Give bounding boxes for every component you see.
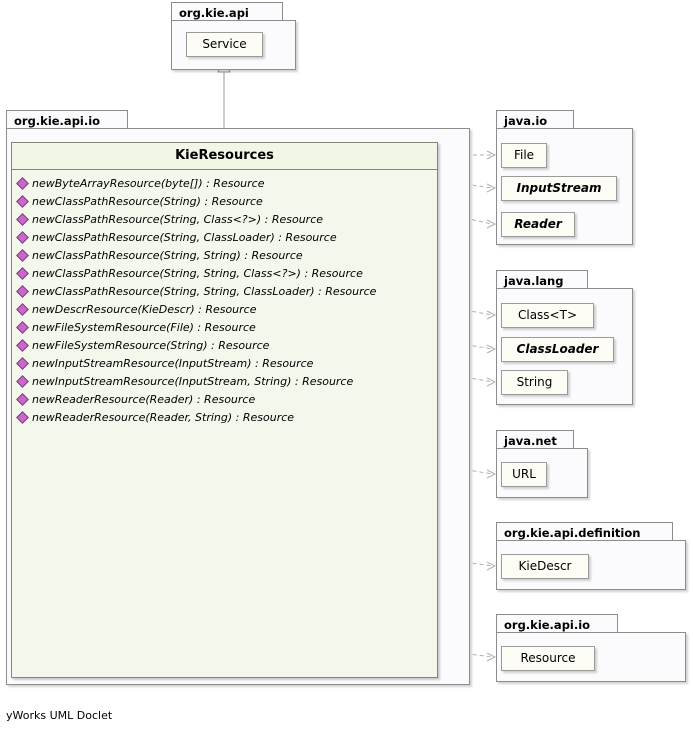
member-row[interactable]: [12, 174, 437, 192]
member-label: newClassPathResource(String, Class<?>) : Resource: [32, 212, 324, 226]
visibility-package-icon: [17, 340, 28, 351]
class-kieresources-members: [12, 170, 437, 430]
member-row[interactable]: [12, 228, 437, 246]
class-url[interactable]: [501, 462, 547, 487]
member-row[interactable]: [12, 192, 437, 210]
class-classloader[interactable]: [501, 337, 614, 362]
visibility-package-icon: [17, 322, 28, 333]
visibility-package-icon: [17, 178, 28, 189]
member-label: newClassPathResource(String, String, Class<?>) : Resource: [32, 266, 363, 280]
visibility-package-icon: [17, 286, 28, 297]
class-classloader-label: ClassLoader: [516, 342, 599, 356]
member-label: newClassPathResource(String, String, ClassLoader) : Resource: [32, 284, 377, 298]
class-class-t[interactable]: [501, 303, 594, 328]
package-label-org-kie-api-io: org.kie.api.io: [6, 110, 128, 130]
visibility-package-icon: [17, 196, 28, 207]
member-row[interactable]: [12, 264, 437, 282]
class-string-label: String: [516, 375, 553, 389]
member-label: newClassPathResource(String, String) : Resource: [32, 248, 303, 262]
member-row[interactable]: [12, 282, 437, 300]
visibility-package-icon: [17, 412, 28, 423]
class-resource[interactable]: [501, 646, 595, 671]
package-label-org-kie-api-definition: org.kie.api.definition: [496, 522, 673, 542]
member-row[interactable]: [12, 318, 437, 336]
class-service-label: Service: [202, 37, 247, 51]
member-label: newInputStreamResource(InputStream, String) : Resource: [32, 374, 354, 388]
visibility-package-icon: [17, 304, 28, 315]
class-inputstream[interactable]: [501, 176, 617, 201]
class-file[interactable]: [501, 143, 547, 168]
member-row[interactable]: [12, 246, 437, 264]
visibility-package-icon: [17, 358, 28, 369]
member-label: newReaderResource(Reader) : Resource: [32, 392, 256, 406]
class-reader-label: Reader: [514, 217, 562, 231]
package-label-org-kie-api: org.kie.api: [171, 2, 283, 22]
class-kiedescr[interactable]: [501, 554, 589, 579]
visibility-package-icon: [17, 268, 28, 279]
package-label-java-lang: java.lang: [496, 270, 588, 290]
member-label: newInputStreamResource(InputStream) : Resource: [32, 356, 314, 370]
member-row[interactable]: [12, 390, 437, 408]
member-label: newReaderResource(Reader, String) : Resource: [32, 410, 295, 424]
class-string[interactable]: [501, 370, 568, 395]
class-resource-label: Resource: [520, 651, 576, 665]
visibility-package-icon: [17, 232, 28, 243]
visibility-package-icon: [17, 250, 28, 261]
member-label: newDescrResource(KieDescr) : Resource: [32, 302, 257, 316]
class-kieresources[interactable]: [11, 142, 438, 678]
class-file-label: File: [513, 148, 535, 162]
member-row[interactable]: [12, 372, 437, 390]
member-label: newClassPathResource(String, ClassLoader) : Resource: [32, 230, 337, 244]
member-row[interactable]: [12, 408, 437, 426]
class-kiedescr-label: KieDescr: [518, 559, 572, 573]
visibility-package-icon: [17, 394, 28, 405]
member-label: newFileSystemResource(String) : Resource: [32, 338, 270, 352]
class-reader[interactable]: [501, 212, 575, 237]
class-class-t-label: Class<T>: [517, 308, 577, 322]
member-label: newFileSystemResource(File) : Resource: [32, 320, 256, 334]
package-label-java-io: java.io: [496, 110, 574, 130]
member-row[interactable]: [12, 336, 437, 354]
member-row[interactable]: [12, 354, 437, 372]
package-label-java-net: java.net: [496, 430, 574, 450]
footer-credit: yWorks UML Doclet: [6, 709, 113, 722]
class-inputstream-label: InputStream: [516, 181, 602, 195]
member-label: newClassPathResource(String) : Resource: [32, 194, 263, 208]
member-row[interactable]: [12, 210, 437, 228]
class-kieresources-title: KieResources: [12, 143, 437, 170]
visibility-package-icon: [17, 376, 28, 387]
member-label: newByteArrayResource(byte[]) : Resource: [32, 176, 265, 190]
class-url-label: URL: [512, 467, 536, 481]
visibility-package-icon: [17, 214, 28, 225]
member-row[interactable]: [12, 300, 437, 318]
package-label-org-kie-api-io-2: org.kie.api.io: [496, 614, 618, 634]
class-service[interactable]: [186, 32, 263, 57]
